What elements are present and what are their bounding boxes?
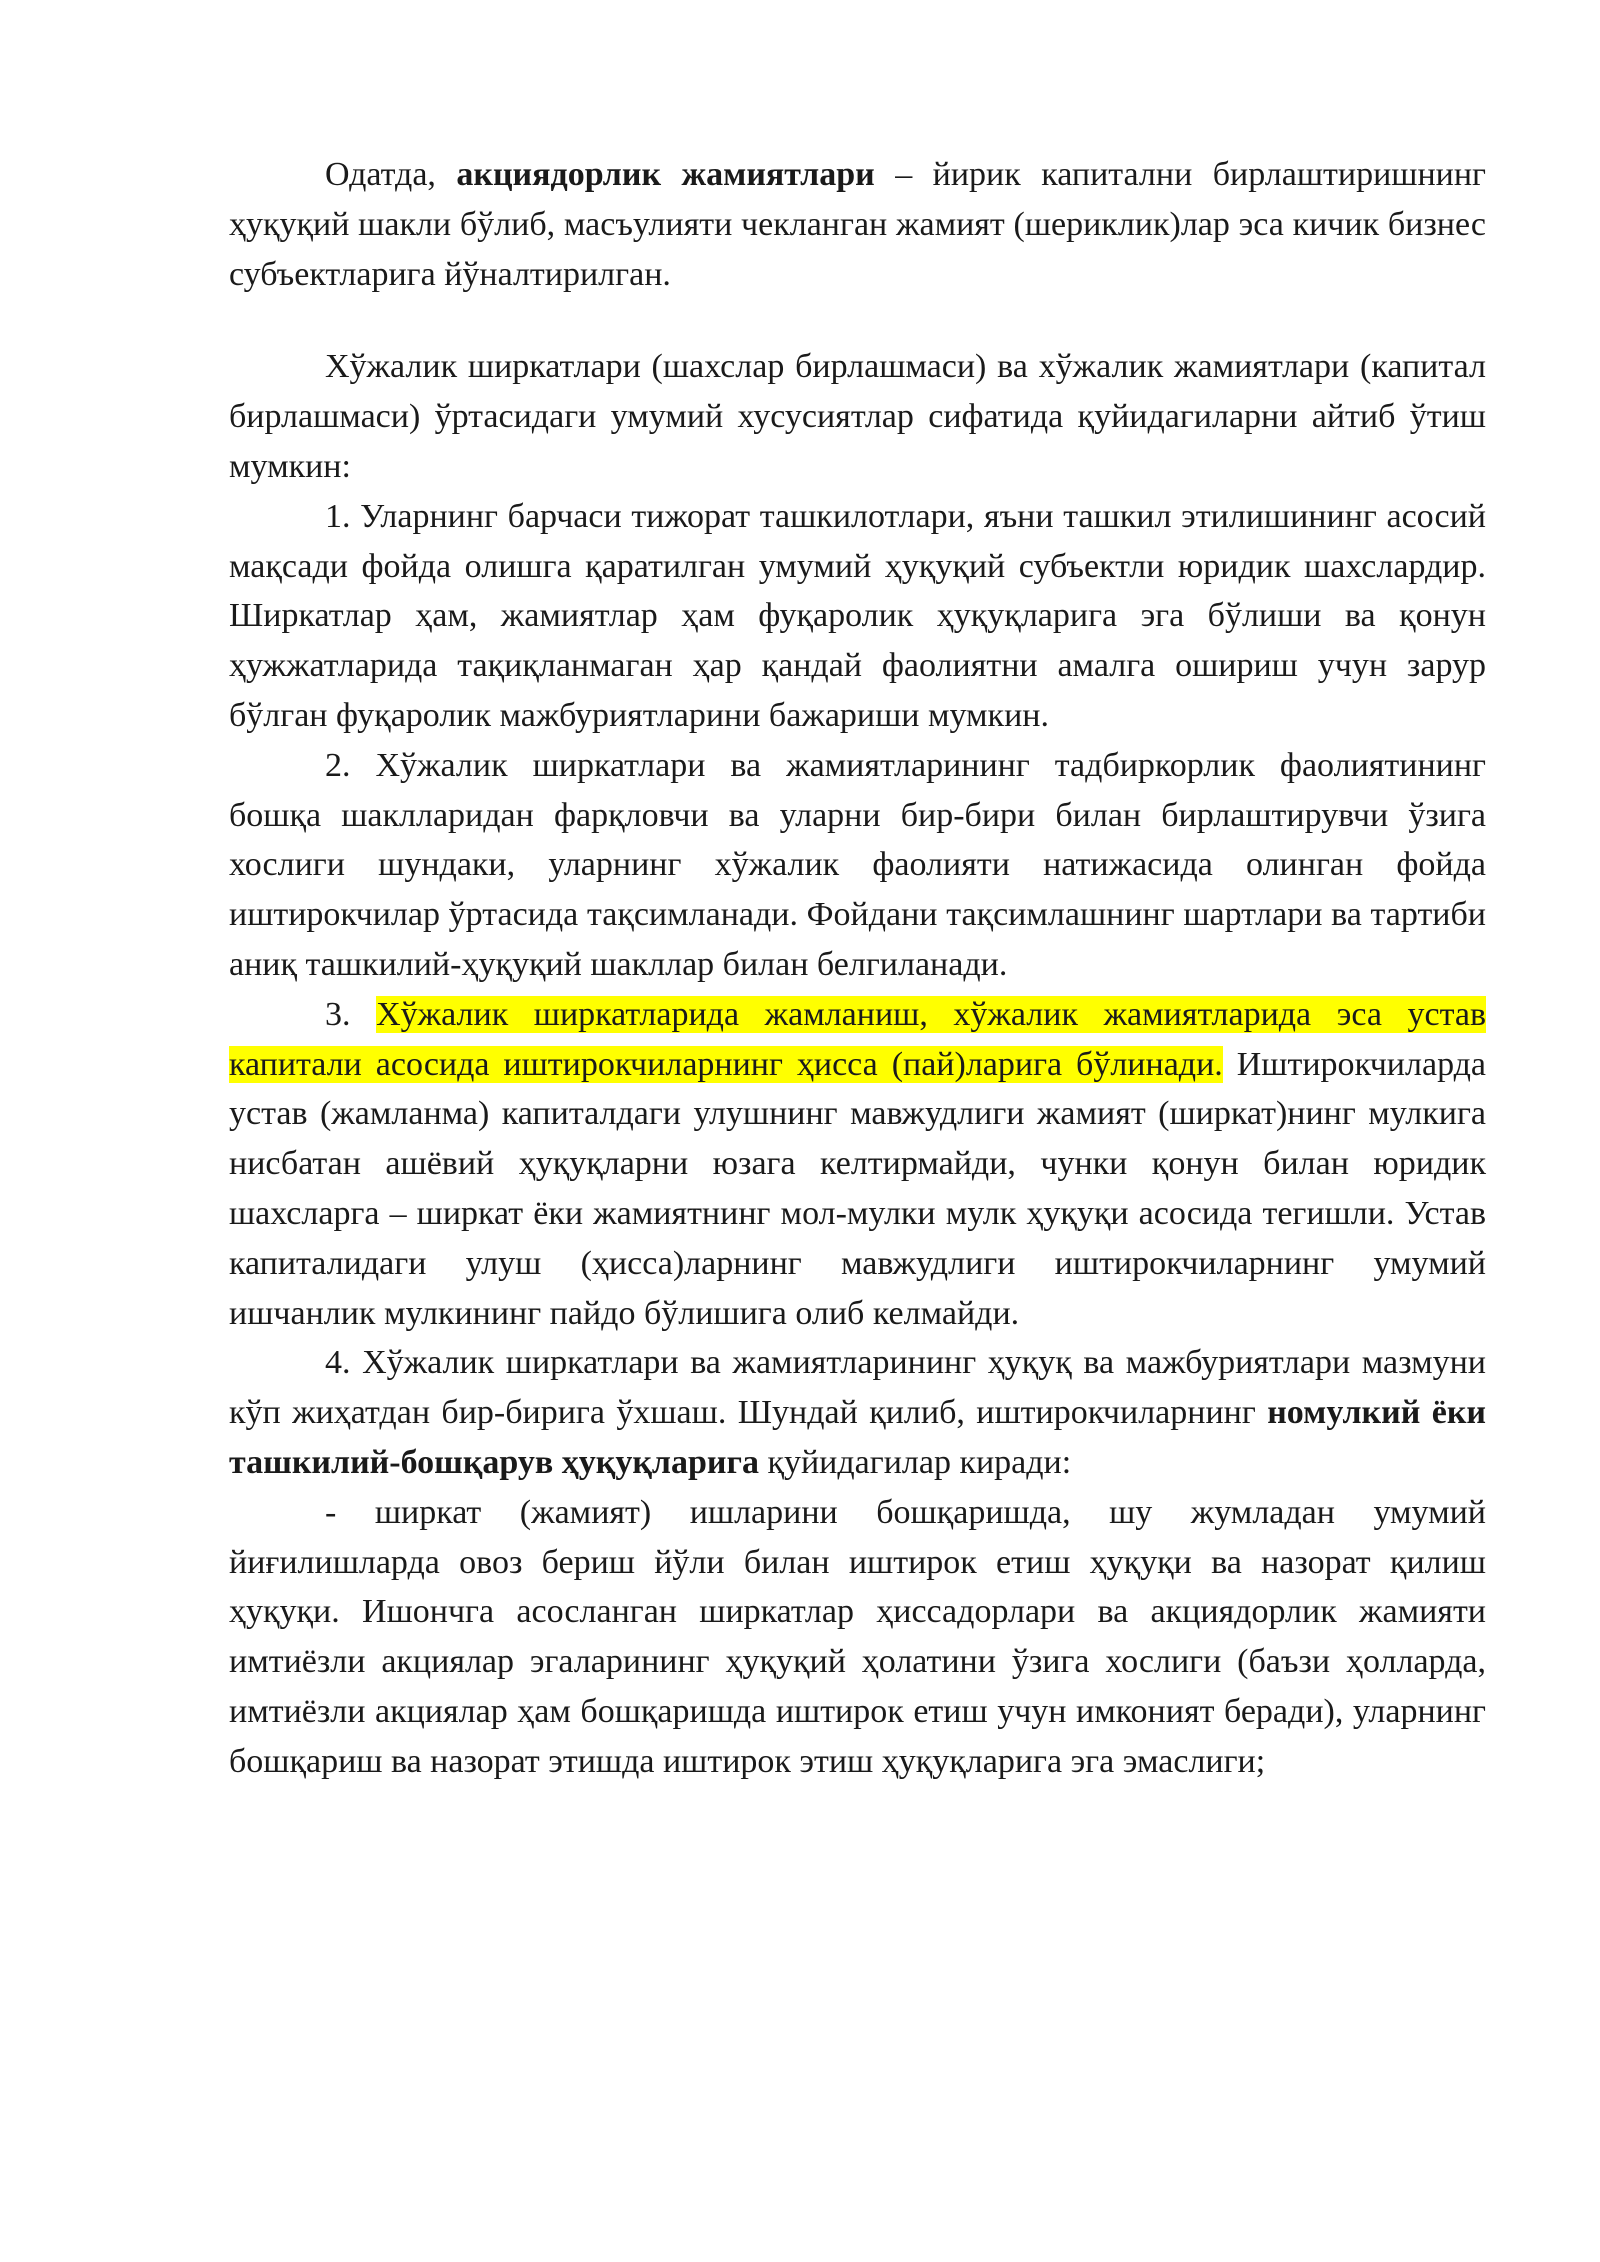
list-item-3-number: 3. xyxy=(325,995,377,1033)
dash-item-management-rights: - ширкат (жамият) ишларини бошқаришда, шу жумладан умумий йиғилишларда овоз бериш йўли билан иштирок етиш ҳуқуқи ва назорат қилиш ҳуқуқи. Ишончга асосланган ширкатлар ҳиссадорлари ва акциядорлик жамияти имтиёзли акциялар эгаларининг ҳуқуқий ҳолатини ўзига хослиги (баъзи ҳолларда, имтиёзли акциялар ҳам бошқаришда иштирок етиш учун имконият беради), уларнинг бошқариш ва назорат этишда иштирок этиш ҳуқуқларига эга эмаслиги; xyxy=(229,1493,1486,1780)
term-joint-stock-companies: акциядорлик жамиятлари xyxy=(456,156,875,193)
list-item-1: 1. Уларнинг барчаси тижорат ташкилотлари, яъни ташкил этилишининг асосий мақсади фойда олишга қаратилган умумий ҳуқуқий субъектли юридик шахслардир. Ширкатлар ҳам, жамиятлар ҳам фуқаролик ҳуқуқларига эга бўлиши ва қонун ҳужжатларида тақиқланмаган ҳар қандай фаолиятни амалга ошириш учун зарур бўлган фуқаролик мажбуриятларини бажариши мумкин. xyxy=(229,497,1486,734)
list-item-3-text: Иштирокчиларда устав (жамланма) капиталдаги улушнинг мавжудлиги жамият (ширкат)нинг мулкига нисбатан ашёвий ҳуқуқларни юзага келтирмайди, чунки қонун билан юридик шахсларга – ширкат ёки жамиятнинг мол-мулки мулк ҳуқуқи асосида тегишли. Устав капиталидаги улуш (ҳисса)ларнинг мавжудлиги иштирокчиларнинг умумий ишчанлик мулкининг пайдо бўлишига олиб келмайди. xyxy=(229,1045,1487,1332)
paragraph-intro xyxy=(229,150,1486,299)
intro-text-end: – йирик капитални бирлаштиришнинг ҳуқуқий шакли бўлиб, масъулияти чекланган жамият (шериклик)лар эса кичик бизнес субъектларига йўналтирилган. xyxy=(229,156,1486,293)
list-item-4-text-end: қуйидагилар киради: xyxy=(758,1443,1072,1481)
paragraph-common-features: Хўжалик ширкатлари (шахслар бирлашмаси) ва хўжалик жамиятлари (капитал бирлашмаси) ўртасидаги умумий хусусиятлар сифатида қуйидагиларни айтиб ўтиш мумкин: xyxy=(229,348,1486,485)
list-item-4-text-start: 4. Хўжалик ширкатлари ва жамиятларининг ҳуқуқ ва мажбуриятлари мазмуни кўп жиҳатдан бир-бирига ўхшаш. Шундай қилиб, иштирокчиларнинг xyxy=(229,1344,1486,1432)
term-nonproperty-rights: номулкий ёки ташкилий-бошқарув ҳуқуқларига xyxy=(229,1394,1486,1481)
document-body xyxy=(229,150,1486,1787)
list-item-3 xyxy=(229,990,1486,1339)
highlighted-sentence: Хўжалик ширкатларида жамланиш, хўжалик жамиятларида эса устав капитали асосида иштирокчиларнинг ҳисса (пай)ларига бўлинади. xyxy=(229,995,1487,1083)
intro-text-start: Одатда, xyxy=(325,156,457,193)
list-item-4 xyxy=(229,1338,1486,1487)
list-item-2: 2. Хўжалик ширкатлари ва жамиятларининг тадбиркорлик фаолиятининг бошқа шаклларидан фарқловчи ва уларни бир-бири билан бирлаштирувчи ўзига хослиги шундаки, уларнинг хўжалик фаолияти натижасида олинган фойда иштирокчилар ўртасида тақсимланади. Фойдани тақсимлашнинг шартлари ва тартиби аниқ ташкилий-ҳуқуқий шакллар билан белгиланади. xyxy=(229,746,1486,983)
